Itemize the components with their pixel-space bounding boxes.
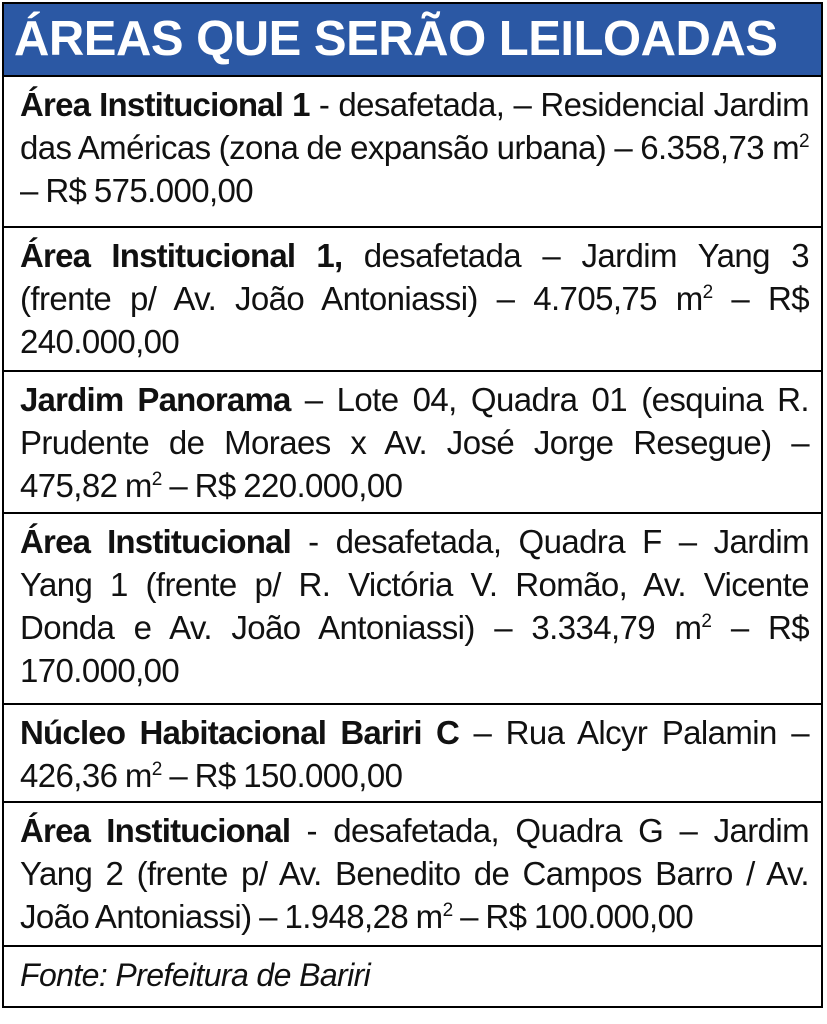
auction-areas-box [2,2,823,1008]
area-description: – Lote 04, Quadra 01 (esquina R. Prudente de Moraes x Av. José Jorge Resegue) – 475,82 m [20,381,809,504]
area-name: Área Institucional [20,523,292,560]
box-title: ÁREAS QUE SERÃO LEILOADAS [4,4,821,77]
area-name: Área Institucional 1 [20,86,310,123]
source-note: Fonte: Prefeitura de Bariri [20,957,371,993]
area-item-6 [4,803,821,947]
unit-superscript: 2 [442,900,453,921]
unit-superscript: 2 [701,611,712,632]
area-price: – R$ 150.000,00 [161,757,403,794]
unit-superscript: 2 [702,282,713,303]
area-price: – R$ 240.000,00 [20,280,809,360]
area-price: – R$ 170.000,00 [20,609,809,689]
area-price: – R$ 575.000,00 [20,172,254,209]
area-description: desafetada – Jardim Yang 3 (frente p/ Av. João Antoniassi) – 4.705,75 m [20,237,809,317]
area-item-5 [4,705,821,803]
area-description: - desafetada, Quadra G – Jardim Yang 2 (frente p/ Av. Benedito de Campos Barro / Av. João Antoniassi) – 1.948,28 m [20,812,809,935]
area-item-2 [4,228,821,372]
area-item-1 [4,77,821,228]
area-item-3 [4,372,821,514]
area-description: - desafetada, – Residencial Jardim das Américas (zona de expansão urbana) – 6.358,73 m [20,86,809,166]
unit-superscript: 2 [151,469,162,490]
unit-superscript: 2 [151,759,162,780]
area-price: – R$ 220.000,00 [161,467,403,504]
unit-superscript: 2 [799,131,809,152]
area-description: – Rua Alcyr Palamin – 426,36 m [20,714,809,794]
area-name: Núcleo Habitacional Bariri C [20,714,459,751]
area-price: – R$ 100.000,00 [452,898,694,935]
area-name: Jardim Panorama [20,381,291,418]
area-item-4 [4,514,821,705]
area-name: Área Institucional 1, [20,237,343,274]
area-description: - desafetada, Quadra F – Jardim Yang 1 (frente p/ R. Victória V. Romão, Av. Vicente Donda e Av. João Antoniassi) – 3.334,79 m [20,523,809,646]
area-name: Área Institucional [20,812,291,849]
